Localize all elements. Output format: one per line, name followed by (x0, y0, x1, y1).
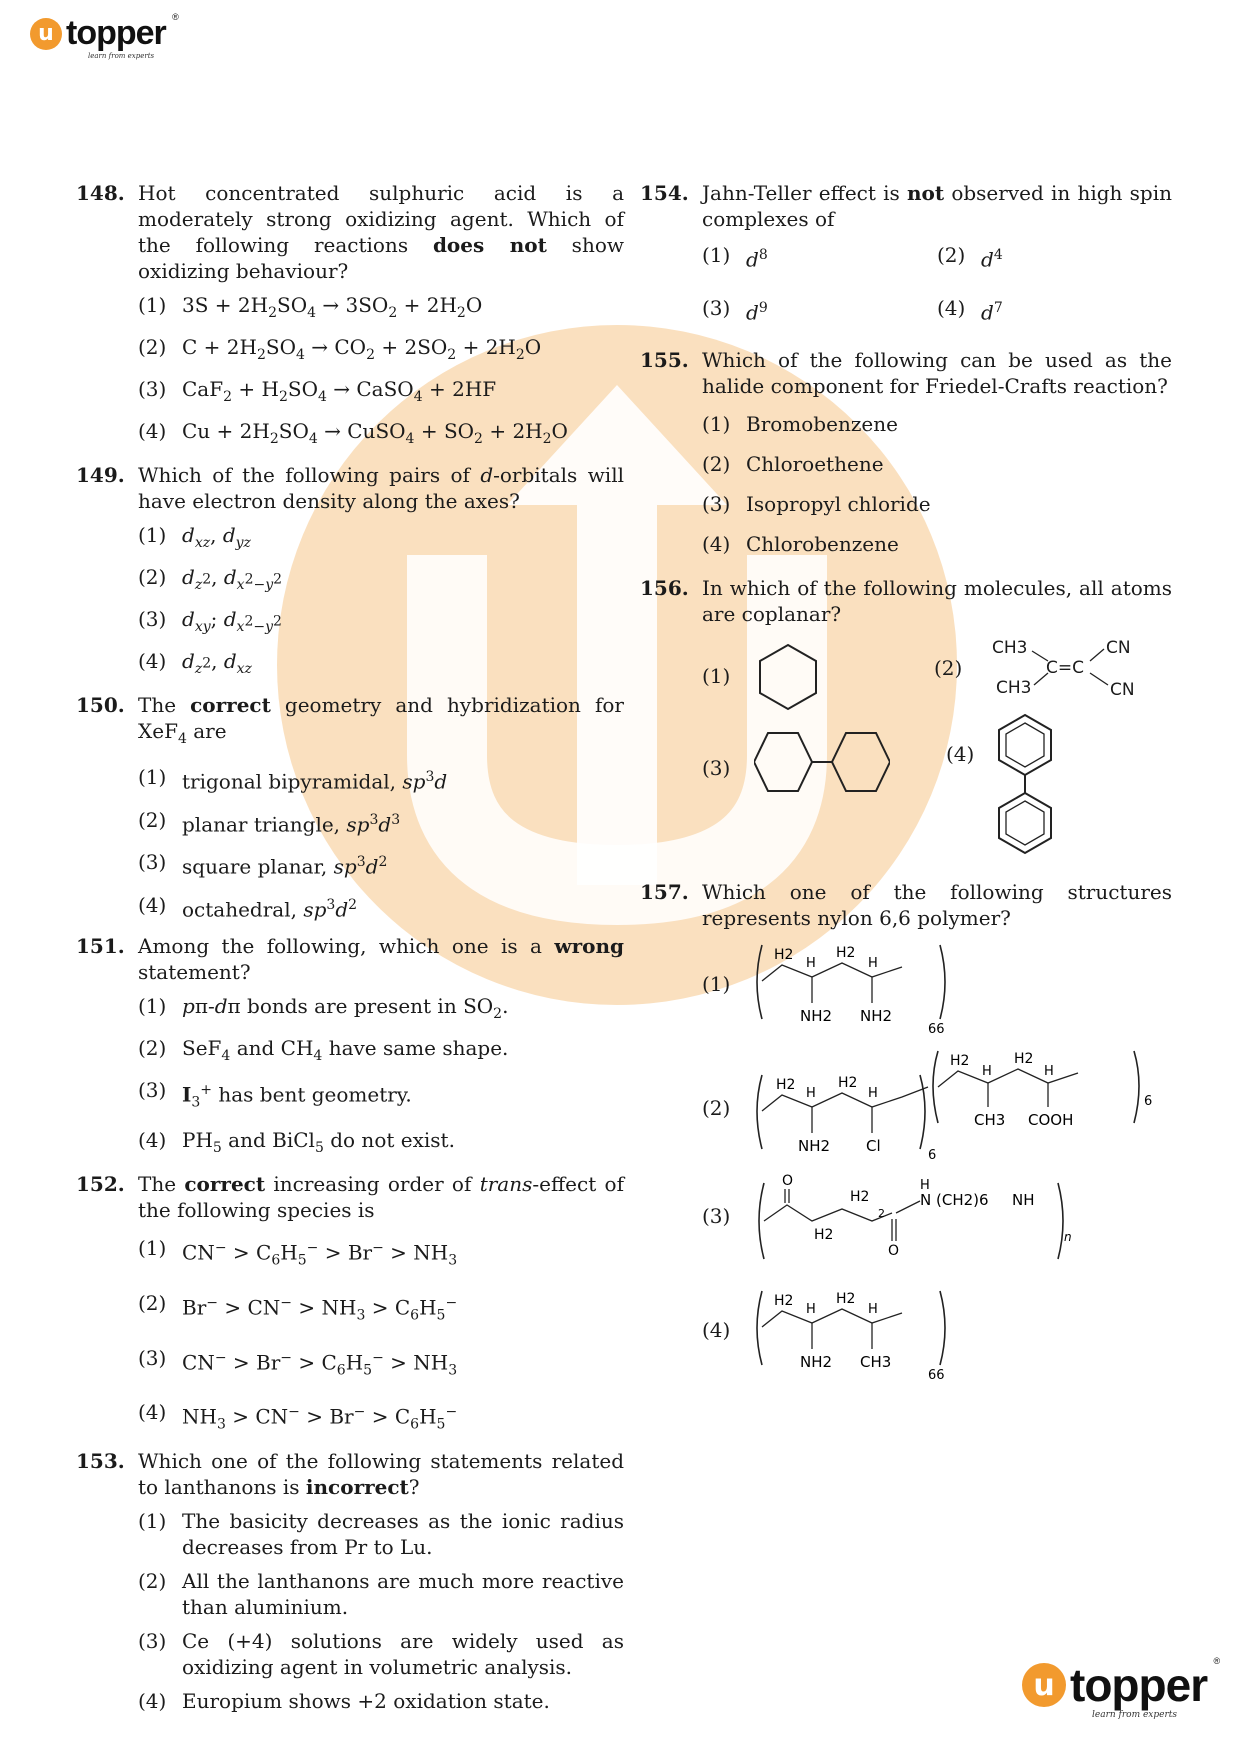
polymer-1-drawing (752, 937, 952, 1037)
question-150 (76, 692, 624, 923)
svg-text:H2: H2 (776, 1077, 796, 1094)
option: (1) $CN^- > C_6H_5^- > Br^- > NH_3$ (138, 1236, 458, 1269)
svg-text:66: 66 (928, 1368, 945, 1384)
option: (4) $PH_5$ and BiCl$_5$ do not exist. (138, 1128, 455, 1157)
question-number: 157. (640, 880, 689, 905)
left-column (76, 180, 624, 1724)
svg-text:N: N (920, 1191, 932, 1210)
svg-text:H: H (982, 1064, 992, 1080)
svg-text:CH3: CH3 (974, 1111, 1006, 1130)
question-148 (76, 180, 624, 452)
option: (4) $Cu + 2H_2SO_4$ → CuSO$_4$ + $SO_2 + 2H_2O$ (138, 419, 568, 447)
question-text: Among the following, which one is a wrong statement? (138, 933, 624, 984)
option: (2) $C + 2H_2SO_4 \to CO_2 + 2SO_2 + 2H_2O$ (138, 335, 542, 363)
option: (4) $NH_3 > CN^- > Br^- > C_6H_5^-$ (138, 1400, 458, 1433)
question-text: Hot concentrated sulphuric acid is a moderately strong oxidizing agent. Which of the following reactions does not show oxidizing behaviour? (138, 181, 624, 283)
logo-tagline: learn from experts (1092, 1710, 1178, 1720)
option: (4) $d^7$ (937, 295, 1003, 325)
polymer-structure-2: (2) H2 H H2 H NH2 Cl 6 H2 H H2 H CH3 COOH 6 (702, 1045, 1172, 1163)
option: (2) SeF$_4$ and $CH_4$ have same shape. (138, 1035, 509, 1064)
question-text: The correct increasing order of trans-effect of the following species is (138, 1172, 624, 1223)
polymer-4-drawing (752, 1283, 952, 1383)
question-text: Which of the following can be used as the halide component for Friedel-Crafts reaction? (702, 348, 1172, 399)
svg-text:H2: H2 (774, 1293, 794, 1310)
option: (1) $d^8$ (702, 243, 768, 272)
option: (3) Ce (+4) solutions are widely used as oxidizing agent in volumetric analysis. (138, 1628, 624, 1679)
svg-text:H: H (920, 1178, 930, 1194)
option: (3) $d_{xy}$; $d_{x^2-y^2}$ (138, 607, 282, 635)
polymer-structure-1: (1) H2 H H2 H NH2 NH2 66 (702, 937, 1172, 1039)
option: (3) $d^9$ (702, 295, 768, 325)
svg-text:66: 66 (928, 1022, 945, 1038)
dicyano-alkene-structure: CH3 CH3 C=C CN CN (992, 638, 1135, 701)
question-153 (76, 1448, 624, 1714)
footer-logo (1022, 1656, 1220, 1720)
question-number: 149. (76, 463, 125, 487)
option: (4) $d_{z^2}$, $d_{xz}$ (138, 649, 252, 677)
option-label: (4) (946, 742, 975, 767)
svg-text:H2: H2 (836, 1291, 856, 1308)
svg-text:NH: NH (1012, 1191, 1035, 1210)
question-154 (640, 180, 1172, 325)
option: (2) planar triangle, $sp^3d^3$ (138, 807, 401, 837)
option: (3) Isopropyl chloride (702, 492, 931, 517)
logo-wordmark: topper ® (1070, 1656, 1220, 1711)
question-151 (76, 933, 624, 1162)
structure-row-1 (702, 633, 1172, 723)
svg-text:H: H (868, 956, 878, 972)
option: (3) $CN^- > Br^- > C_6H_5^- > NH_3$ (138, 1345, 458, 1379)
option: (2) $d^4$ (937, 243, 1003, 272)
question-number: 153. (76, 1448, 125, 1473)
question-text: The correct geometry and hybridization for XeF$_4$ are (138, 693, 624, 747)
svg-text:CH3: CH3 (860, 1353, 892, 1372)
option-label: (3) (702, 756, 731, 781)
svg-text:(CH2)6: (CH2)6 (936, 1191, 989, 1210)
option: (2) $Br^- > CN^- > NH_3 > C_6H_5^-$ (138, 1290, 458, 1324)
option: (2) Chloroethene (702, 452, 884, 477)
option: (1) trigonal bipyramidal, $sp^3d$ (138, 765, 448, 794)
question-number: 154. (640, 181, 689, 205)
question-number: 150. (76, 693, 125, 717)
options-grid (702, 242, 1172, 325)
svg-text:H: H (806, 956, 816, 972)
option-label: (2) (934, 656, 963, 681)
question-149 (76, 462, 624, 682)
question-text: Which of the following pairs of d-orbitals will have electron density along the axes? (138, 463, 624, 513)
option: (1) pπ-dπ bonds are present in $SO_2$. (138, 993, 509, 1022)
option: (1) $d_{xz}$, $d_{yz}$ (138, 523, 251, 551)
logo-badge-icon: u (1022, 1663, 1066, 1707)
svg-text:H: H (806, 1086, 816, 1102)
question-text: In which of the following molecules, all atoms are coplanar? (702, 576, 1172, 627)
svg-text:COOH: COOH (1028, 1111, 1074, 1130)
option: (4) Europium shows +2 oxidation state. (138, 1688, 550, 1713)
polymer-structure-3: (3) O H2 H2 2 O H N (CH2)6 NH n (702, 1169, 1172, 1277)
structure-row-2 (702, 729, 1172, 869)
question-152 (76, 1171, 624, 1438)
question-155 (640, 347, 1172, 557)
svg-text:6: 6 (1144, 1094, 1153, 1110)
option: (4) octahedral, $sp^3d^2$ (138, 892, 358, 922)
polymer-2-drawing (752, 1045, 1172, 1163)
svg-text:H2: H2 (950, 1053, 970, 1070)
option: (3) square planar, $sp^3d^2$ (138, 850, 388, 879)
option: (1) $3S + 2H_2SO_4 \to 3SO_2 + 2H_2O$ (138, 293, 483, 321)
option: (1) Bromobenzene (702, 412, 898, 437)
svg-text:H: H (806, 1302, 816, 1318)
svg-text:H2: H2 (1014, 1051, 1034, 1068)
svg-text:6: 6 (928, 1148, 937, 1164)
logo-tagline: learn from experts (88, 52, 155, 60)
svg-text:H: H (868, 1302, 878, 1318)
option-label: (1) (702, 664, 731, 689)
svg-text:NH2: NH2 (798, 1137, 831, 1156)
svg-text:Cl: Cl (866, 1137, 881, 1156)
svg-text:H2: H2 (774, 947, 794, 964)
svg-text:O: O (888, 1243, 900, 1260)
question-number: 152. (76, 1172, 125, 1197)
svg-text:H: H (868, 1086, 878, 1102)
biphenyl-structure (994, 711, 1056, 859)
option: (2) $d_{z^2}$, $d_{x^2-y^2}$ (138, 565, 283, 593)
option: (2) All the lanthanons are much more reactive than aluminium. (138, 1568, 624, 1619)
bicyclohexyl-structure (754, 729, 890, 795)
question-157 (640, 879, 1172, 1383)
option: (1) The basicity decreases as the ionic radius decreases from Pr to Lu. (138, 1508, 624, 1559)
svg-text:H2: H2 (850, 1189, 870, 1206)
polymer-structure-4: (4) H2 H H2 H NH2 CH3 66 (702, 1283, 1172, 1383)
question-number: 148. (76, 181, 125, 205)
svg-text:NH2: NH2 (800, 1353, 833, 1372)
header-logo (30, 12, 178, 60)
svg-text:n: n (1064, 1230, 1072, 1245)
option: (3) $CaF_2 + H_2SO_4$ → CaSO$_4$ + 2HF (138, 377, 497, 405)
question-text: Which one of the following structures represents nylon 6,6 polymer? (702, 880, 1172, 931)
svg-text:2: 2 (878, 1207, 885, 1221)
polymer-3-drawing (752, 1169, 1082, 1277)
svg-text:H2: H2 (814, 1227, 834, 1244)
option: (4) Chlorobenzene (702, 532, 899, 557)
question-156 (640, 575, 1172, 869)
logo-wordmark: topper ® (66, 12, 178, 52)
question-number: 151. (76, 933, 125, 958)
right-column (640, 180, 1172, 1393)
logo-badge-icon: u (30, 18, 62, 50)
question-text: Which one of the following statements related to lanthanons is incorrect? (138, 1448, 624, 1499)
svg-text:O: O (782, 1173, 794, 1190)
svg-text:H: H (1044, 1064, 1054, 1080)
question-number: 155. (640, 348, 689, 373)
svg-text:H2: H2 (838, 1075, 858, 1092)
svg-text:NH2: NH2 (860, 1007, 893, 1026)
option: (3) $I_3^+$ has bent geometry. (138, 1077, 412, 1111)
question-text: Jahn-Teller effect is not observed in high spin complexes of (702, 181, 1172, 231)
svg-text:NH2: NH2 (800, 1007, 833, 1026)
question-number: 156. (640, 576, 689, 601)
svg-text:H2: H2 (836, 945, 856, 962)
cyclohexane-structure (756, 641, 820, 711)
